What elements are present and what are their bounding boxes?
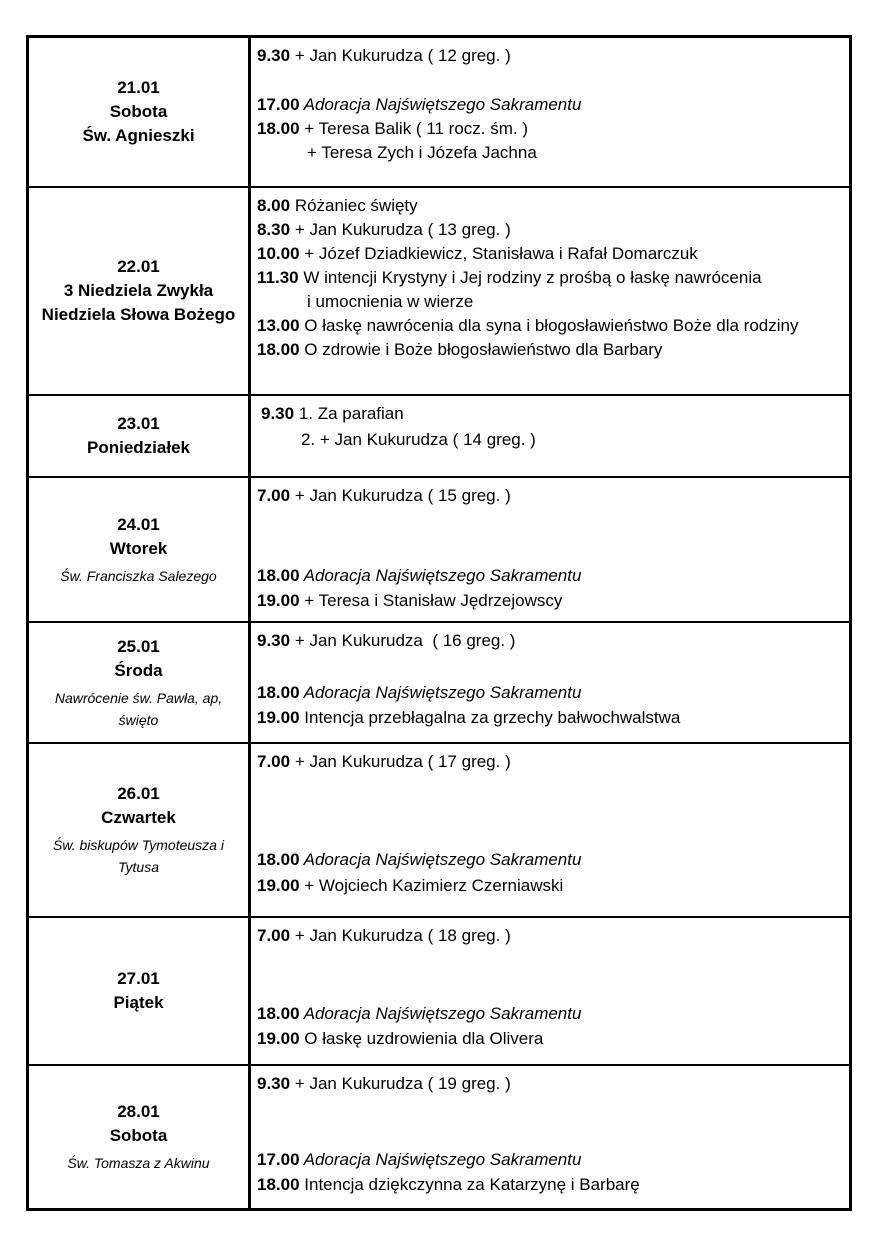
intention-text: + Jan Kukurudza ( 18 greg. ): [290, 926, 511, 945]
intention-text: + Józef Dziadkiewicz, Stanisława i Rafał Domarczuk: [299, 244, 698, 263]
mass-time: 8.00: [257, 196, 291, 215]
mass-time: 13.00: [257, 316, 300, 335]
intention-line: [257, 220, 511, 240]
intention-text: W intencji Krystyny i Jej rodziny z prośbą o łaskę nawrócenia: [298, 268, 762, 287]
intention-text: Intencja przebłagalna za grzechy bałwochwalstwa: [299, 708, 681, 727]
day-date: 27.01: [117, 969, 160, 988]
schedule-row: [29, 744, 849, 918]
intention-line: [257, 196, 418, 216]
mass-time: 10.00: [257, 244, 300, 263]
intentions-cell: [251, 396, 849, 476]
intention-text: + Teresa i Stanisław Jędrzejowscy: [299, 591, 563, 610]
intention-line: [257, 1004, 581, 1024]
day-patron: Św. Franciszka Salezego: [60, 567, 217, 584]
intention-line: [257, 1029, 543, 1049]
day-cell: [29, 744, 251, 916]
intention-text: + Jan Kukurudza ( 17 greg. ): [290, 752, 511, 771]
schedule-row: [29, 918, 849, 1066]
mass-time: 18.00: [257, 566, 300, 585]
day-patron: Św. Tomasza z Akwinu: [67, 1155, 210, 1171]
mass-time: 18.00: [257, 340, 300, 359]
mass-time: 19.00: [257, 876, 300, 895]
schedule-row: [29, 396, 849, 478]
intention-line: [257, 316, 798, 336]
day-date: 23.01: [117, 414, 160, 433]
intention-line: [307, 292, 473, 312]
intention-line: [257, 46, 511, 66]
intention-text: + Jan Kukurudza ( 13 greg. ): [290, 220, 511, 239]
mass-time: 7.00: [257, 752, 291, 771]
mass-time: 8.30: [257, 220, 291, 239]
day-patron: Niedziela Słowa Bożego: [41, 305, 236, 324]
intention-text: O zdrowie i Boże błogosławieństwo dla Barbary: [299, 340, 663, 359]
day-name: Środa: [114, 660, 163, 680]
schedule-row: [29, 38, 849, 188]
day-name: Sobota: [109, 1126, 168, 1145]
intention-line: [307, 143, 537, 163]
mass-time: 9.30: [261, 404, 295, 423]
day-date: 26.01: [117, 784, 160, 803]
day-cell: [29, 1066, 251, 1208]
day-patron: Św. biskupów Tymoteusza i Tytusa: [53, 837, 224, 875]
day-patron: Nawrócenie św. Pawła, ap, święto: [54, 689, 223, 728]
intention-text: i umocnienia w wierze: [307, 292, 474, 311]
day-cell: [29, 918, 251, 1064]
intentions-cell: [251, 623, 849, 742]
intention-text: + Teresa Balik ( 11 rocz. śm. ): [299, 119, 529, 138]
intention-line: [257, 876, 563, 896]
day-cell: [29, 478, 251, 621]
intention-text: + Jan Kukurudza ( 15 greg. ): [290, 486, 511, 505]
intention-line: [257, 683, 581, 703]
intention-line: [257, 1175, 640, 1195]
intention-text: Adoracja Najświętszego Sakramentu: [299, 683, 582, 702]
intention-line: [257, 340, 662, 360]
intention-line: [257, 268, 762, 288]
day-date: 28.01: [117, 1102, 160, 1121]
mass-time: 17.00: [257, 1150, 300, 1169]
mass-time: 9.30: [257, 1074, 291, 1093]
mass-time: 17.00: [257, 95, 300, 114]
intentions-cell: [251, 918, 849, 1064]
intention-text: + Jan Kukurudza ( 12 greg. ): [290, 46, 511, 65]
day-name: Sobota: [109, 102, 168, 121]
intention-line: [301, 430, 536, 450]
mass-time: 9.30: [257, 46, 291, 65]
intention-line: [257, 566, 581, 586]
mass-time: 18.00: [257, 850, 300, 869]
mass-time: 19.00: [257, 1029, 300, 1048]
day-date: 22.01: [117, 257, 160, 276]
schedule-row: [29, 1066, 849, 1208]
mass-time: 11.30: [257, 268, 299, 287]
intention-text: Adoracja Najświętszego Sakramentu: [299, 850, 582, 869]
intentions-cell: [251, 38, 849, 186]
schedule-row: [29, 623, 849, 744]
intention-text: Adoracja Najświętszego Sakramentu: [299, 95, 582, 114]
intention-line: [257, 926, 511, 946]
day-name: 3 Niedziela Zwykła: [63, 281, 214, 300]
mass-time: 18.00: [257, 683, 300, 702]
intention-line: [257, 708, 680, 728]
day-name: Poniedziałek: [87, 438, 190, 457]
intention-text: Adoracja Najświętszego Sakramentu: [299, 1004, 582, 1023]
intention-text: 2. + Jan Kukurudza ( 14 greg. ): [301, 430, 536, 449]
intentions-cell: [251, 1066, 849, 1208]
mass-time: 18.00: [257, 119, 300, 138]
intention-line: [257, 119, 528, 139]
day-date: 21.01: [117, 78, 160, 97]
intention-text: Różaniec święty: [290, 196, 418, 215]
intentions-cell: [251, 478, 849, 621]
mass-time: 7.00: [257, 926, 291, 945]
day-name: Czwartek: [101, 808, 176, 827]
intention-text: 1. Za parafian: [294, 404, 404, 423]
intention-line: [257, 95, 581, 115]
intention-text: Adoracja Najświętszego Sakramentu: [299, 566, 582, 585]
intention-line: [257, 591, 562, 611]
day-patron: Św. Agnieszki: [82, 126, 195, 145]
intention-line: [257, 1074, 511, 1094]
mass-time: 9.30: [257, 631, 291, 650]
day-cell: [29, 623, 251, 742]
mass-time: 18.00: [257, 1175, 300, 1194]
intention-line: [257, 752, 511, 772]
intention-text: Adoracja Najświętszego Sakramentu: [299, 1150, 582, 1169]
intention-line: [257, 486, 511, 506]
intention-text: + Wojciech Kazimierz Czerniawski: [299, 876, 564, 895]
intention-text: Intencja dziękczynna za Katarzynę i Barbarę: [299, 1175, 640, 1194]
intentions-cell: [251, 744, 849, 916]
intention-line: [257, 1150, 581, 1170]
schedule-row: [29, 188, 849, 396]
intentions-cell: [251, 188, 849, 394]
intention-text: O łaskę uzdrowienia dla Olivera: [299, 1029, 544, 1048]
mass-schedule-table: [26, 35, 852, 1211]
mass-time: 18.00: [257, 1004, 300, 1023]
day-cell: [29, 188, 251, 394]
intention-text: O łaskę nawrócenia dla syna i błogosławieństwo Boże dla rodziny: [299, 316, 799, 335]
day-date: 24.01: [117, 514, 160, 534]
intention-line: [257, 850, 581, 870]
day-name: Piątek: [113, 993, 164, 1012]
intention-line: [261, 404, 404, 424]
intention-text: + Jan Kukurudza ( 19 greg. ): [290, 1074, 511, 1093]
day-date: 25.01: [117, 636, 160, 656]
intention-text: + Teresa Zych i Józefa Jachna: [307, 143, 537, 162]
mass-time: 7.00: [257, 486, 291, 505]
mass-time: 19.00: [257, 708, 300, 727]
intention-line: [257, 244, 698, 264]
mass-time: 19.00: [257, 591, 300, 610]
day-cell: [29, 38, 251, 186]
day-name: Wtorek: [109, 538, 168, 558]
intention-line: [257, 631, 515, 651]
schedule-row: [29, 478, 849, 623]
intention-text: + Jan Kukurudza ( 16 greg. ): [290, 631, 516, 650]
day-cell: [29, 396, 251, 476]
